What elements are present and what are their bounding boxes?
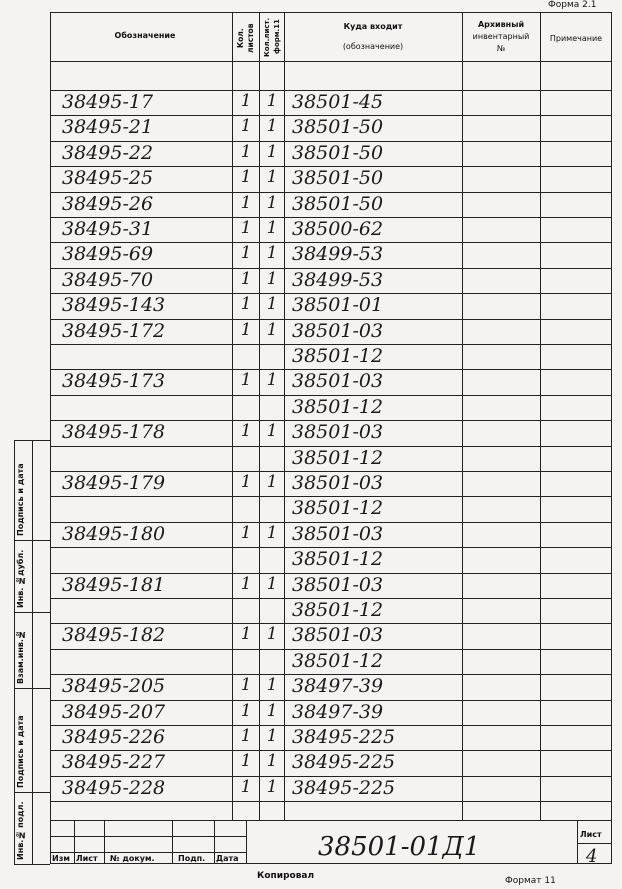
titleblock-divider	[104, 820, 105, 864]
side-rule	[14, 792, 50, 793]
header-notes: Примечание	[549, 34, 603, 43]
tb-sign: Подп.	[178, 854, 206, 863]
row-formats: 1	[266, 624, 278, 645]
row-designation: 38495-228	[62, 776, 166, 799]
row-where-used: 38501-12	[292, 649, 384, 672]
row-sheets: 1	[240, 700, 252, 721]
row-formats: 1	[266, 776, 278, 797]
row-sheets: 1	[240, 472, 252, 492]
titleblock-divider	[214, 820, 215, 864]
row-formats: 1	[266, 675, 278, 696]
titleblock-divider	[246, 820, 247, 864]
row-formats: 1	[266, 167, 278, 188]
row-designation: 38495-69	[62, 243, 154, 266]
row-where-used: 38495-225	[292, 751, 396, 774]
row-formats: 1	[266, 268, 278, 289]
side-rule	[14, 864, 50, 865]
row-formats: 1	[266, 116, 278, 137]
row-sheets: 1	[240, 776, 252, 797]
row-where-used: 38501-12	[292, 395, 384, 418]
side-divider	[32, 440, 33, 865]
row-designation: 38495-180	[62, 522, 166, 545]
row-where-used: 38499-53	[292, 268, 384, 291]
side-replace-inv: Взам.инв.№	[16, 630, 25, 684]
side-divider	[14, 440, 15, 865]
row-formats: 1	[266, 243, 278, 264]
titleblock-divider	[74, 820, 75, 864]
row-formats: 1	[266, 91, 278, 111]
row-sheets: 1	[240, 192, 252, 213]
row-designation: 38495-173	[62, 370, 166, 393]
titleblock-rule	[50, 820, 612, 821]
tb-doc-no: № докум.	[110, 854, 155, 863]
row-rule	[50, 801, 612, 802]
row-formats: 1	[266, 192, 278, 213]
row-formats: 1	[266, 218, 278, 238]
row-where-used: 38501-50	[292, 141, 384, 164]
row-formats: 1	[266, 421, 278, 442]
titleblock-divider	[172, 820, 173, 864]
side-rule	[14, 540, 50, 541]
header-qty-sheets: Кол. листов	[236, 23, 255, 53]
row-designation: 38495-178	[62, 421, 166, 444]
row-designation: 38495-31	[62, 218, 154, 240]
row-sheets: 1	[240, 116, 252, 137]
header-rule	[50, 61, 612, 62]
row-where-used: 38501-12	[292, 599, 384, 621]
titleblock-divider	[577, 820, 578, 864]
row-sheets: 1	[240, 294, 252, 315]
titleblock-rule	[50, 836, 246, 837]
row-formats: 1	[266, 522, 278, 543]
row-where-used: 38501-45	[292, 91, 384, 113]
row-sheets: 1	[240, 370, 252, 391]
row-designation: 38495-207	[62, 700, 166, 723]
side-sign-date-1: Подпись и дата	[16, 463, 25, 536]
side-rule	[14, 688, 50, 689]
row-where-used: 38501-50	[292, 167, 384, 190]
row-sheets: 1	[240, 522, 252, 543]
row-sheets: 1	[240, 167, 252, 188]
row-sheets: 1	[240, 141, 252, 162]
tb-format: Формат 11	[505, 876, 556, 886]
row-sheets: 1	[240, 218, 252, 238]
row-sheets: 1	[240, 624, 252, 645]
row-sheets: 1	[240, 243, 252, 264]
row-where-used: 38501-03	[292, 370, 384, 393]
row-formats: 1	[266, 751, 278, 772]
row-designation: 38495-227	[62, 751, 166, 774]
form-label: Форма 2.1	[548, 0, 597, 10]
row-designation: 38495-17	[62, 91, 154, 113]
side-sign-date-2: Подпись и дата	[16, 715, 25, 788]
header-designation: Обозначение	[114, 31, 176, 40]
row-formats: 1	[266, 294, 278, 315]
row-designation: 38495-26	[62, 192, 154, 215]
side-dup-inv: Инв. №дубл.	[16, 549, 25, 608]
titleblock-rule	[50, 852, 246, 853]
row-sheets: 1	[240, 751, 252, 772]
row-where-used: 38501-50	[292, 116, 384, 139]
tb-list: Лист	[76, 854, 98, 863]
row-sheets: 1	[240, 319, 252, 340]
row-where-used: 38499-53	[292, 243, 384, 266]
header-archive: Архивный	[477, 20, 525, 29]
row-sheets: 1	[240, 91, 252, 111]
header-qty-format: Кол.лист. форм.11	[263, 17, 281, 57]
header-archive-3: №	[496, 44, 506, 53]
row-where-used: 38501-03	[292, 624, 384, 647]
row-designation: 38495-205	[62, 675, 166, 698]
tb-copied: Копировал	[257, 871, 315, 881]
row-formats: 1	[266, 319, 278, 340]
row-where-used: 38501-12	[292, 497, 384, 520]
row-where-used: 38501-03	[292, 573, 384, 596]
row-where-used: 38495-225	[292, 726, 396, 748]
side-orig-inv: Инв.№ подл.	[16, 801, 25, 860]
header-where-used: Куда входит	[343, 22, 403, 31]
row-where-used: 38497-39	[292, 700, 384, 723]
row-sheets: 1	[240, 421, 252, 442]
row-sheets: 1	[240, 726, 252, 746]
header-archive-2: инвентарный	[472, 32, 530, 41]
tb-sheet-number: 4	[586, 846, 598, 867]
row-where-used: 38501-01	[292, 294, 384, 317]
row-formats: 1	[266, 573, 278, 594]
row-designation: 38495-70	[62, 268, 154, 291]
tb-izm: Изм	[52, 854, 70, 863]
row-designation: 38495-21	[62, 116, 154, 139]
row-where-used: 38501-50	[292, 192, 384, 215]
row-designation: 38495-25	[62, 167, 154, 190]
titleblock-rule	[577, 843, 612, 844]
row-designation: 38495-181	[62, 573, 166, 596]
row-formats: 1	[266, 141, 278, 162]
row-where-used: 38500-62	[292, 218, 384, 240]
tb-date: Дата	[216, 854, 239, 863]
row-formats: 1	[266, 726, 278, 746]
row-sheets: 1	[240, 573, 252, 594]
row-where-used: 38501-03	[292, 522, 384, 545]
row-formats: 1	[266, 370, 278, 391]
row-where-used: 38497-39	[292, 675, 384, 698]
row-where-used: 38501-03	[292, 319, 384, 342]
header-where-used-sub: (обозначение)	[342, 42, 404, 51]
row-designation: 38495-182	[62, 624, 166, 647]
row-sheets: 1	[240, 675, 252, 696]
row-where-used: 38501-12	[292, 446, 384, 469]
tb-sheet-label: Лист	[580, 830, 602, 839]
row-where-used: 38501-12	[292, 548, 384, 571]
row-where-used: 38501-03	[292, 472, 384, 494]
row-designation: 38495-143	[62, 294, 166, 317]
row-sheets: 1	[240, 268, 252, 289]
row-where-used: 38495-225	[292, 776, 396, 799]
row-designation: 38495-22	[62, 141, 154, 164]
side-rule	[14, 440, 50, 441]
document-number: 38501-01Д1	[318, 832, 481, 862]
side-rule	[14, 612, 50, 613]
row-where-used: 38501-12	[292, 345, 384, 367]
row-designation: 38495-226	[62, 726, 166, 748]
row-designation: 38495-172	[62, 319, 166, 342]
row-formats: 1	[266, 700, 278, 721]
row-where-used: 38501-03	[292, 421, 384, 444]
row-formats: 1	[266, 472, 278, 492]
row-designation: 38495-179	[62, 472, 166, 494]
